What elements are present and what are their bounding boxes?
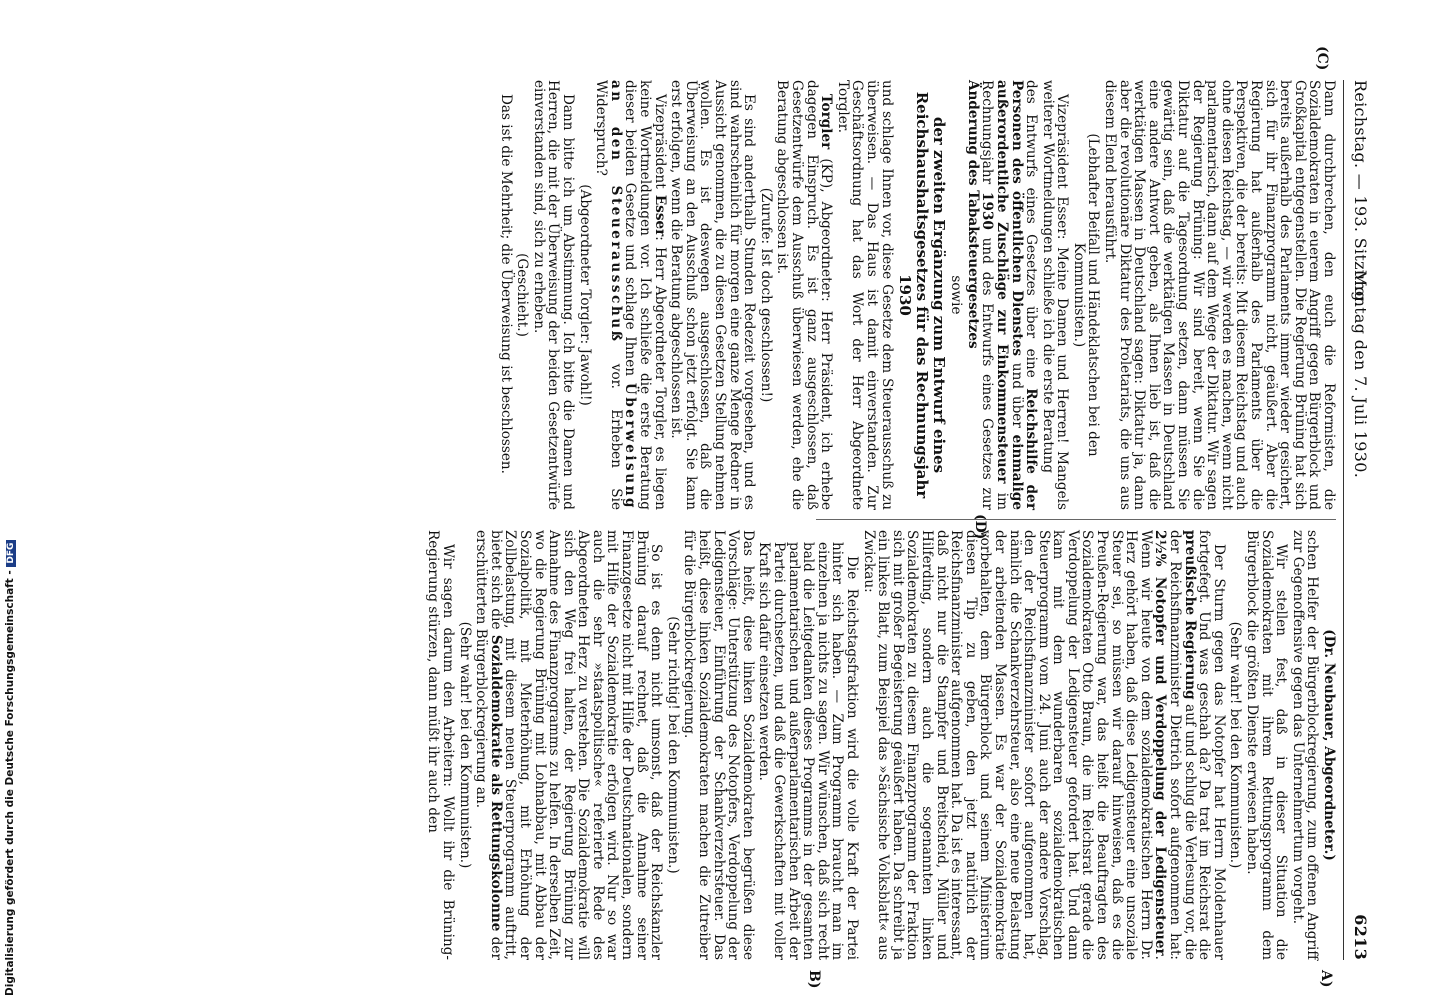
text-run: und des Entwurfs eines Gesetzes zur <box>979 229 996 510</box>
text-run: Vizepräsident <box>651 94 668 195</box>
paragraph: Wir sagen darum den Arbeitern: Wollt ihr die Brüning-Regierung stürzen, dann müßt ihr auch den <box>425 530 456 960</box>
text-run: Der Sturm gegen das Notopfer hat Herrn Moldenhauer fortgefegt. Und was geschah da? Da trat im Reichsrat die <box>1196 530 1227 960</box>
interjection: (Abgeordneter Torgler: Jawohl!) <box>576 184 593 406</box>
bold-run: 2½% Notopfer und Verdoppelung der Ledigensteuer <box>1152 530 1169 956</box>
interjection: (Zurufe: Ist doch geschlossen!) <box>757 187 774 403</box>
bill-title: der zweiten Ergänzung zum Entwurf eines Reichshaushaltsgesetzes für das Rechnungsjahr 1930 <box>895 91 948 499</box>
paragraph: Dann bitte ich um Abstimmung. Ich bitte die Damen und Herren, die mit der Überweisung der beiden Gesetzentwürfe einverstanden sind, sich zu erheben. <box>530 80 577 510</box>
funding-text: Digitalisierung gefördert durch die Deutsche Forschungsgemeinschaft - <box>4 570 16 996</box>
spaced-run: Überweisung an den Steuerausschuß <box>607 80 639 510</box>
paragraph <box>965 80 1038 510</box>
paragraph: schen Helfer der Bürgerblockregierung, zum offenen Angriff zur Gegenoffensive gegen das Unternehmertum vorgeht. <box>1289 530 1321 960</box>
left-column <box>496 80 1336 510</box>
text-run: vor. Erheben Sie Widerspruch? <box>593 80 624 510</box>
text-run: und über <box>1008 356 1025 435</box>
paragraph <box>474 530 664 960</box>
text-run: So ist es denn nicht umsonst, daß der Reichskanzler Brüning darauf rechnet, daß die Annahme seiner Finanzgesetze nicht mit Hilfe der Deutschnationalen, sondern mit Hilfe der Sozialdemokratie erfolgen wird. Nur so war auch die sehr »staatspolitische« referierte Rede des Abgeordneten Herz zu verstehen. Die Sozialdemokratie will sich den Weg frei halten, der Regierung Brüning zur Annahme des Finanzprogramms zu helfen. In derselben Zeit, wo die Regierung Brüning mit Lohnabbau, mit Abbau der Sozialpolitik, mit Mieterhöhung, mit Erhöhung der Zollbelastung, mit diesem neuen Steuerprogramm auftritt, bietet sich die <box>487 530 665 960</box>
bold-run: Sozialdemokratie als Rettungskolonne <box>487 634 504 932</box>
interjection: (Sehr richtig! bei den Kommunisten.) <box>664 616 681 874</box>
interjection: (Geschieht.) <box>514 253 531 337</box>
paragraph <box>775 80 833 510</box>
paragraph: Das ist die Mehrheit; die Überweisung ist beschlossen. <box>497 94 514 475</box>
interjection: (Sehr wahr! bei den Kommunisten.) <box>456 621 473 869</box>
document-page <box>110 46 1370 989</box>
sowie-line: sowie <box>948 275 965 315</box>
speaker-header: (Dr. Neubauer, Abgeordneter.) <box>1321 629 1337 861</box>
bold-run: einmalige außerordentliche Zuschläge zur Einkommensteuer <box>993 80 1025 510</box>
text-run: des Entwurfs eines Gesetzes über eine <box>1023 80 1040 389</box>
text-run: der erschütterten Bürgerblockregierung an. <box>473 530 504 960</box>
bold-run: Reichshilfe der Personen des öffentlichen Dienstes <box>1008 80 1040 510</box>
margin-letter-c: (C) <box>1314 46 1330 71</box>
text-run: im Rechnungsjahr <box>979 80 1010 510</box>
page-header <box>1344 80 1370 960</box>
paragraph: Wir stellen fest, daß in dieser Situation die Sozialdemokraten mit ihrem Rettungsprogramm dem Bürgerblock die größten Dienste erwiesen haben. <box>1244 530 1290 960</box>
paragraph: Dann durchbrechen, den euch die Reformisten, die Sozialdemokraten in euerem Angriff gegen Bürgerblock und Großkapital entgegenstellen. Die Regierung Brüning hat sich bereits außerhalb des Parlaments immer wieder gesichert, sich für ihr Finanzprogramm nicht, geäußert. Aber die Regierung hat außerhalb des Parlaments über die Perspektiven, die der bereits: Mit diesem Reichstag und auch ohne diesen Reichstag, — wir werden es machen, wenn nicht parlamentarisch, dann auf dem Wege der Diktatur. Wir sagen der Regierung Brüning: Wir sind bereit, wenn Sie die Diktatur auf die Tagesordnung setzen, dann müssen Sie gewärtig sein, daß die werktätigen Massen in Deutschland eine andere Antwort geben, als Ihnen lieb ist, daß die werktätigen Massen in Deutschland sagen: Diktatur ja, dann aber die revolutionäre Diktatur des Proletariats, die uns aus diesem Elend herausführt. <box>1102 80 1337 510</box>
margin-letter-b: B) <box>806 970 822 989</box>
bold-run: 1930 <box>979 192 996 230</box>
funding-note <box>4 296 16 996</box>
column-divider <box>816 519 1336 520</box>
dfg-logo: DFG <box>6 540 16 567</box>
paragraph: Das heißt, diese linken Sozialdemokraten begrüßen diese Vorschläge: Unterstützung des Notopfers, Verdoppelung der Ledigensteuer, Einführung der Schankverzehrsteuer. Das heißt, diese linken Sozialdemokraten machen die Zutreiber für die Bürgerblockregierung. <box>681 530 756 960</box>
paragraph <box>861 530 1226 960</box>
paragraph: und schlage Ihnen vor, diese Gesetze dem Steuerausschuß zu überweisen. — Das Haus ist damit einverstanden. Zur Geschäftsordnung hat das Wort der Herr Abgeordnete Torgler. <box>834 80 895 510</box>
speaker-name: Esser <box>651 194 668 237</box>
text-run: (KP), Abgeordneter: Herr Präsident, ich erhebe dagegen Einspruch. Es ist ganz ausgeschlossen, daß Gesetzentwürfe dem Ausschuß überwiesen werden, ehe die Beratung abgeschlossen ist. <box>774 80 835 510</box>
text-run: . Wenn wir heute von dem sozialdemokratischen Herrn Dr. Herz gehört haben, daß diese Ledigensteuer eine unsoziale Steuer sei, so müssen wir darauf hinweisen, daß es die Preußen-Regierung war, das heißt die Beauftragten des Sozialdemokraten Otto Braun, die im Reichsrat gerade die Verdoppelung der Ledigensteuer gefordert hat. Und dann kam mit dem wunderbaren sozialdemokratischen Steuerprogramm vom 24. Juni auch der andere Vorschlag, den der Reichsfinanzminister sofort aufgenommen hat, nämlich die Schankverzehrsteuer, also eine neue Belastung der arbeitenden Massen. Es war der Sozialdemokratie vorbehalten, dem Bürgerblock und seinem Ministerium diesen Tip zu geben, den jetzt natürlich der Reichsfinanzminister aufgenommen hat. Da ist es interessant, daß nicht nur die Stampfer und Breitscheid, Müller und Hilferding, sondern auch die sogenannten linken Sozialdemokraten zu diesem Finanzprogramm der Fraktion sich mit großer Begeisterung geäußert haben. Da schreibt ja ein linkes Blatt, zum Beispiel das »Sächsische Volksblatt« aus Zwickau: <box>860 530 1169 960</box>
header-rule <box>1343 80 1344 960</box>
paragraph <box>594 80 667 510</box>
paragraph: Vizepräsident Esser: Meine Damen und Herren! Mangels weiterer Wortmeldungen schließe ich die erste Beratung <box>1039 80 1071 510</box>
speaker-name: Torgler <box>818 94 835 150</box>
right-column <box>424 530 1336 960</box>
header-session: Reichstag. — 193. Sitzung. <box>1351 80 1370 307</box>
interjection: (Sehr wahr! bei den Kommunisten.) <box>1227 621 1244 869</box>
quotation: Die Reichstagsfraktion wird die volle Kraft der Partei hinter sich haben. — Zum Programm braucht man im einzelnen ja nichts zu sagen. Wir wünschen, daß sich recht bald die Leitgedanken dieses Programms in der gesamten parlamentarischen und außerparlamentarischen Arbeit der Partei durchsetzen, und daß die Gewerkschaften mit voller Kraft sich dafür einsetzen werden. <box>756 542 860 960</box>
margin-letter-d: (D) <box>972 514 988 540</box>
bold-run: Änderung des Tabaksteuergesetzes <box>964 80 981 349</box>
text-run: : Herr Abgeordneter Torgler, es liegen keine Wortmeldungen vor. Ich schließe die erste Beratung dieser beiden Gesetze und schlage Ihnen <box>622 80 668 510</box>
interjection: (Lebhafter Beifall und Händeklatschen bei den Kommunisten.) <box>1070 133 1102 457</box>
paragraph: Es sind anderthalb Stunden Redezeit vorgesehen, und es sind wahrscheinlich für morgen eine ganze Menge Redner in Aussicht genommen, die zu diesen Gesetzen Stellung nehmen wollen. Es ist deswegen ausgeschlossen, daß die Überweisung an den Ausschuß schon jetzt erfolgt. Sie kann erst erfolgen, wenn die Beratung abgeschlossen ist. <box>668 80 758 510</box>
page-number: 6213 <box>1351 914 1370 960</box>
header-date: Montag den 7. Juli 1930. <box>1351 270 1370 479</box>
bold-run: preußische Regierung <box>1181 530 1198 700</box>
text-run: auf und schlug die Verlesung vor, die der Reichsfinanzminister Dietrich sofort aufgenommen hat: <box>1167 530 1198 960</box>
margin-letter-a: A) <box>1318 970 1334 988</box>
